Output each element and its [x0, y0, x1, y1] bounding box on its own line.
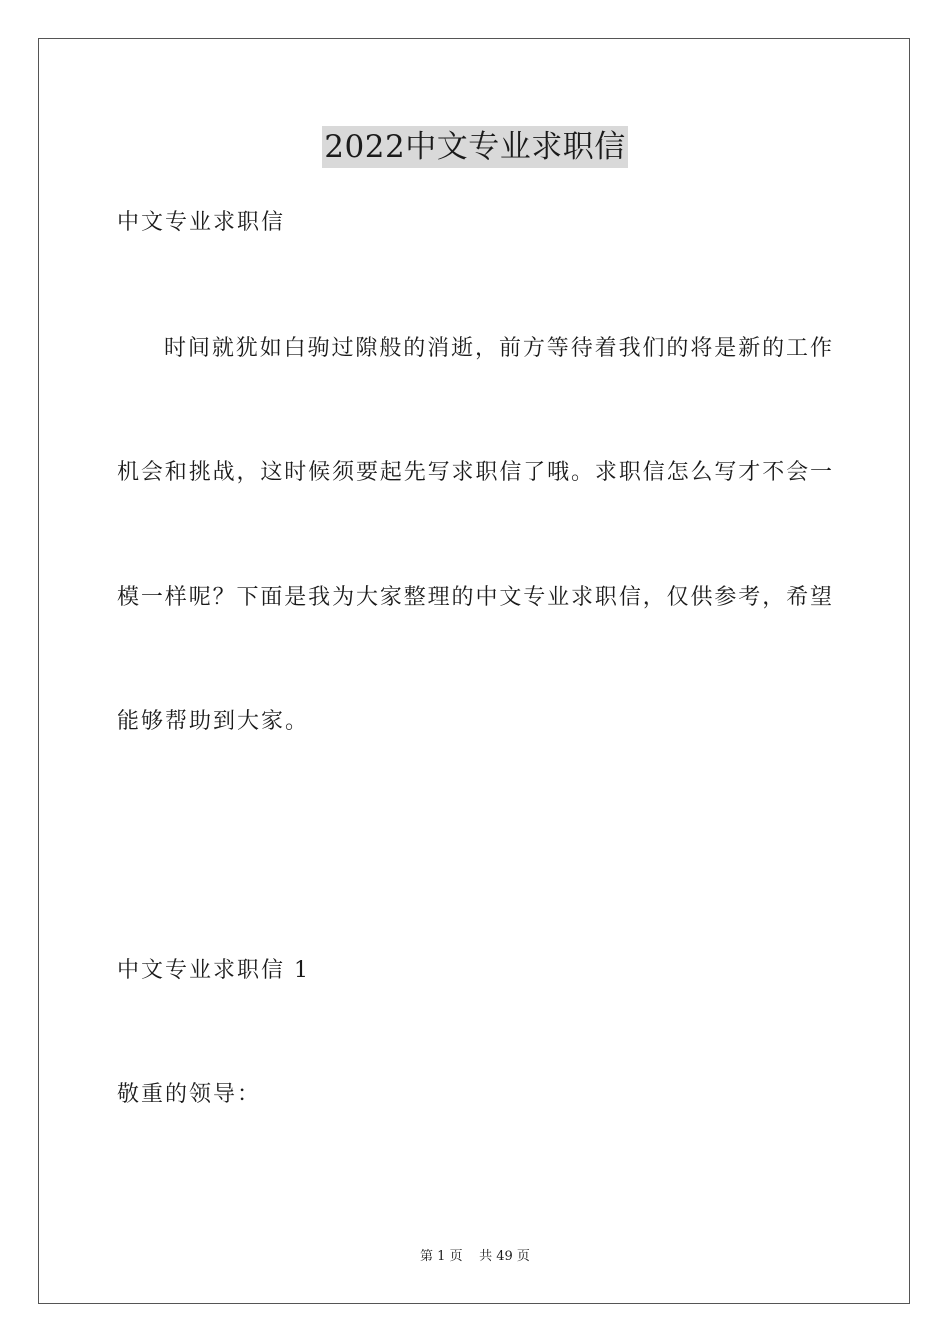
- document-title: 2022中文专业求职信: [322, 126, 627, 168]
- paragraph-line-1: 时间就犹如白驹过隙般的消逝，前方等待着我们的将是新的工作: [164, 336, 832, 361]
- document-subtitle: 中文专业求职信: [117, 210, 286, 235]
- paragraph-line-4: 能够帮助到大家。: [117, 709, 310, 734]
- paragraph-line-3: 模一样呢？下面是我为大家整理的中文专业求职信，仅供参考，希望: [117, 585, 832, 610]
- paragraph-line-2: 机会和挑战，这时候须要起先写求职信了哦。求职信怎么写才不会一: [117, 460, 832, 485]
- salutation: 敬重的领导：: [117, 1082, 262, 1107]
- title-container: [0, 126, 950, 168]
- page-number: 第 1 页: [420, 1249, 463, 1264]
- page-total: 共 49 页: [479, 1249, 530, 1264]
- section-heading: 中文专业求职信 1: [117, 958, 310, 983]
- page-footer: [0, 1248, 950, 1266]
